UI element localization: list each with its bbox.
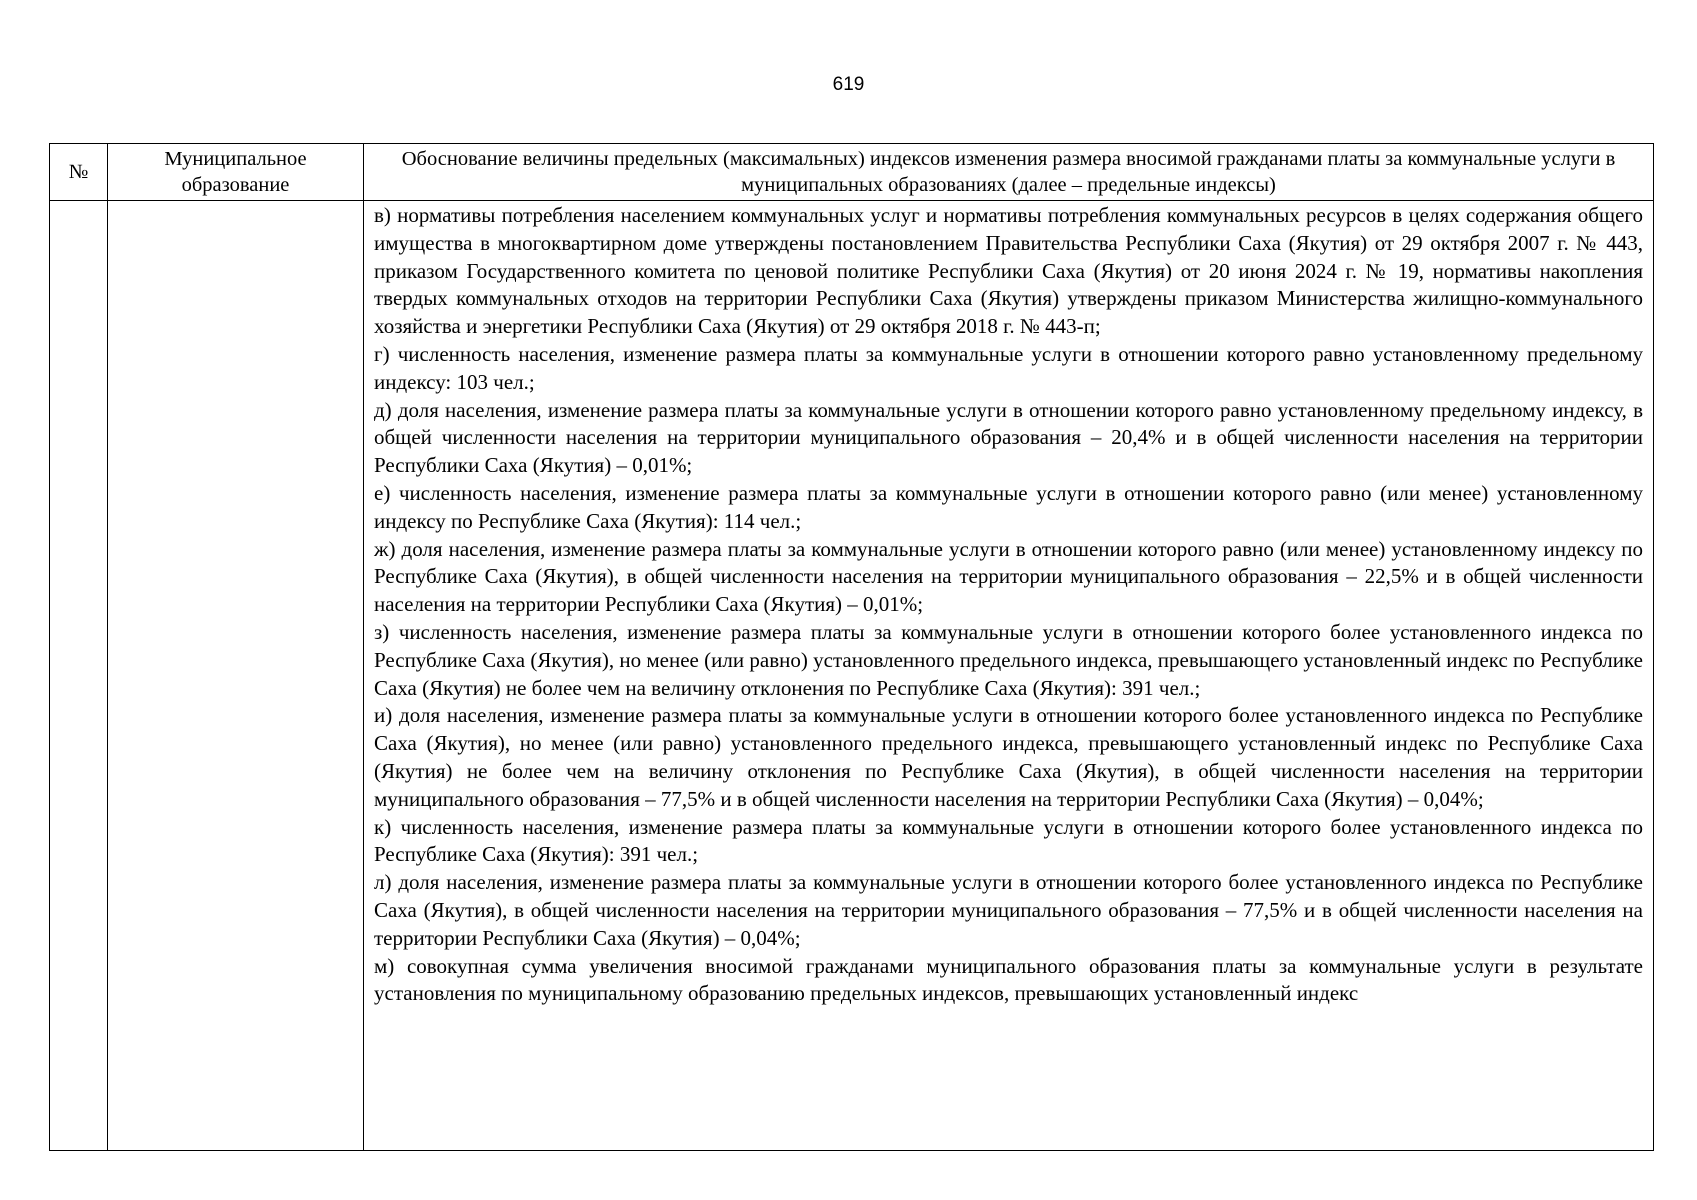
header-number: № xyxy=(50,144,108,201)
cell-justification xyxy=(364,201,1654,1151)
table-header-row xyxy=(50,144,1654,201)
paragraph-l: л) доля населения, изменение размера платы за коммунальные услуги в отношении которого более установленного индекса по Республике Саха (Якутия), в общей численности населения на территории муниципального образования – 77,5% и в общей численности населения на территории Республики Саха (Якутия) – 0,04%; xyxy=(374,870,1643,950)
paragraph-z: з) численность населения, изменение размера платы за коммунальные услуги в отношении которого более установленного индекса по Республике Саха (Якутия), но менее (или равно) установленного предельного индекса, превышающего установленный индекс по Республике Саха (Якутия) не более чем на величину отклонения по Республике Саха (Якутия): 391 чел.; xyxy=(374,619,1643,700)
header-municipality: Муниципальное образование xyxy=(108,144,364,201)
paragraph-m: м) совокупная сумма увеличения вносимой гражданами муниципального образования платы за коммунальные услуги в результате установления по муниципальному образованию предельных индексов, превышающих установленный индекс xyxy=(374,953,1643,1006)
cell-municipality xyxy=(108,201,364,1151)
paragraph-e: е) численность населения, изменение размера платы за коммунальные услуги в отношении которого равно (или менее) установленному индексу по Республике Саха (Якутия): 114 чел.; xyxy=(374,480,1643,533)
header-justification: Обоснование величины предельных (максимальных) индексов изменения размера вносимой гражданами платы за коммунальные услуги в муниципальных образованиях (далее – предельные индексы) xyxy=(364,144,1654,201)
paragraph-v: в) нормативы потребления населением коммунальных услуг и нормативы потребления коммунальных ресурсов в целях содержания общего имущества в многоквартирном доме утверждены постановлением Правительства Республики Саха (Якутия) от 29 октября 2007 г. № 443, приказом Государственного комитета по ценовой политике Республики Саха (Якутия) от 20 июня 2024 г. № 19, нормативы накопления твердых коммунальных отходов на территории Республики Саха (Якутия) утверждены приказом Министерства жилищно-коммунального хозяйства и энергетики Республики Саха (Якутия) от 29 октября 2018 г. № 443-п; xyxy=(374,203,1643,339)
page-number: 619 xyxy=(832,74,865,95)
paragraph-i: и) доля населения, изменение размера платы за коммунальные услуги в отношении которого более установленного индекса по Республике Саха (Якутия), но менее (или равно) установленного предельного индекса, превышающего установленный индекс по Республике Саха (Якутия) не более чем на величину отклонения по Республике Саха (Якутия), в общей численности населения на территории муниципального образования – 77,5% и в общей численности населения на территории Республики Саха (Якутия) – 0,04%; xyxy=(374,703,1643,811)
paragraph-d: д) доля населения, изменение размера платы за коммунальные услуги в отношении которого равно установленному предельному индексу, в общей численности населения на территории муниципального образования – 20,4% и в общей численности населения на территории Республики Саха (Якутия) – 0,01%; xyxy=(374,397,1643,478)
justification-text xyxy=(364,201,1653,1150)
paragraph-g: г) численность населения, изменение размера платы за коммунальные услуги в отношении которого равно установленному предельному индексу: 103 чел.; xyxy=(374,341,1643,394)
table-row xyxy=(50,201,1654,1151)
cell-number xyxy=(50,201,108,1151)
paragraph-k: к) численность населения, изменение размера платы за коммунальные услуги в отношении которого более установленного индекса по Республике Саха (Якутия): 391 чел.; xyxy=(374,814,1643,867)
justification-table xyxy=(49,143,1654,1151)
paragraph-zh: ж) доля населения, изменение размера платы за коммунальные услуги в отношении которого равно (или менее) установленному индексу по Республике Саха (Якутия), в общей численности населения на территории муниципального образования – 22,5% и в общей численности населения на территории Республики Саха (Якутия) – 0,01%; xyxy=(374,536,1643,617)
